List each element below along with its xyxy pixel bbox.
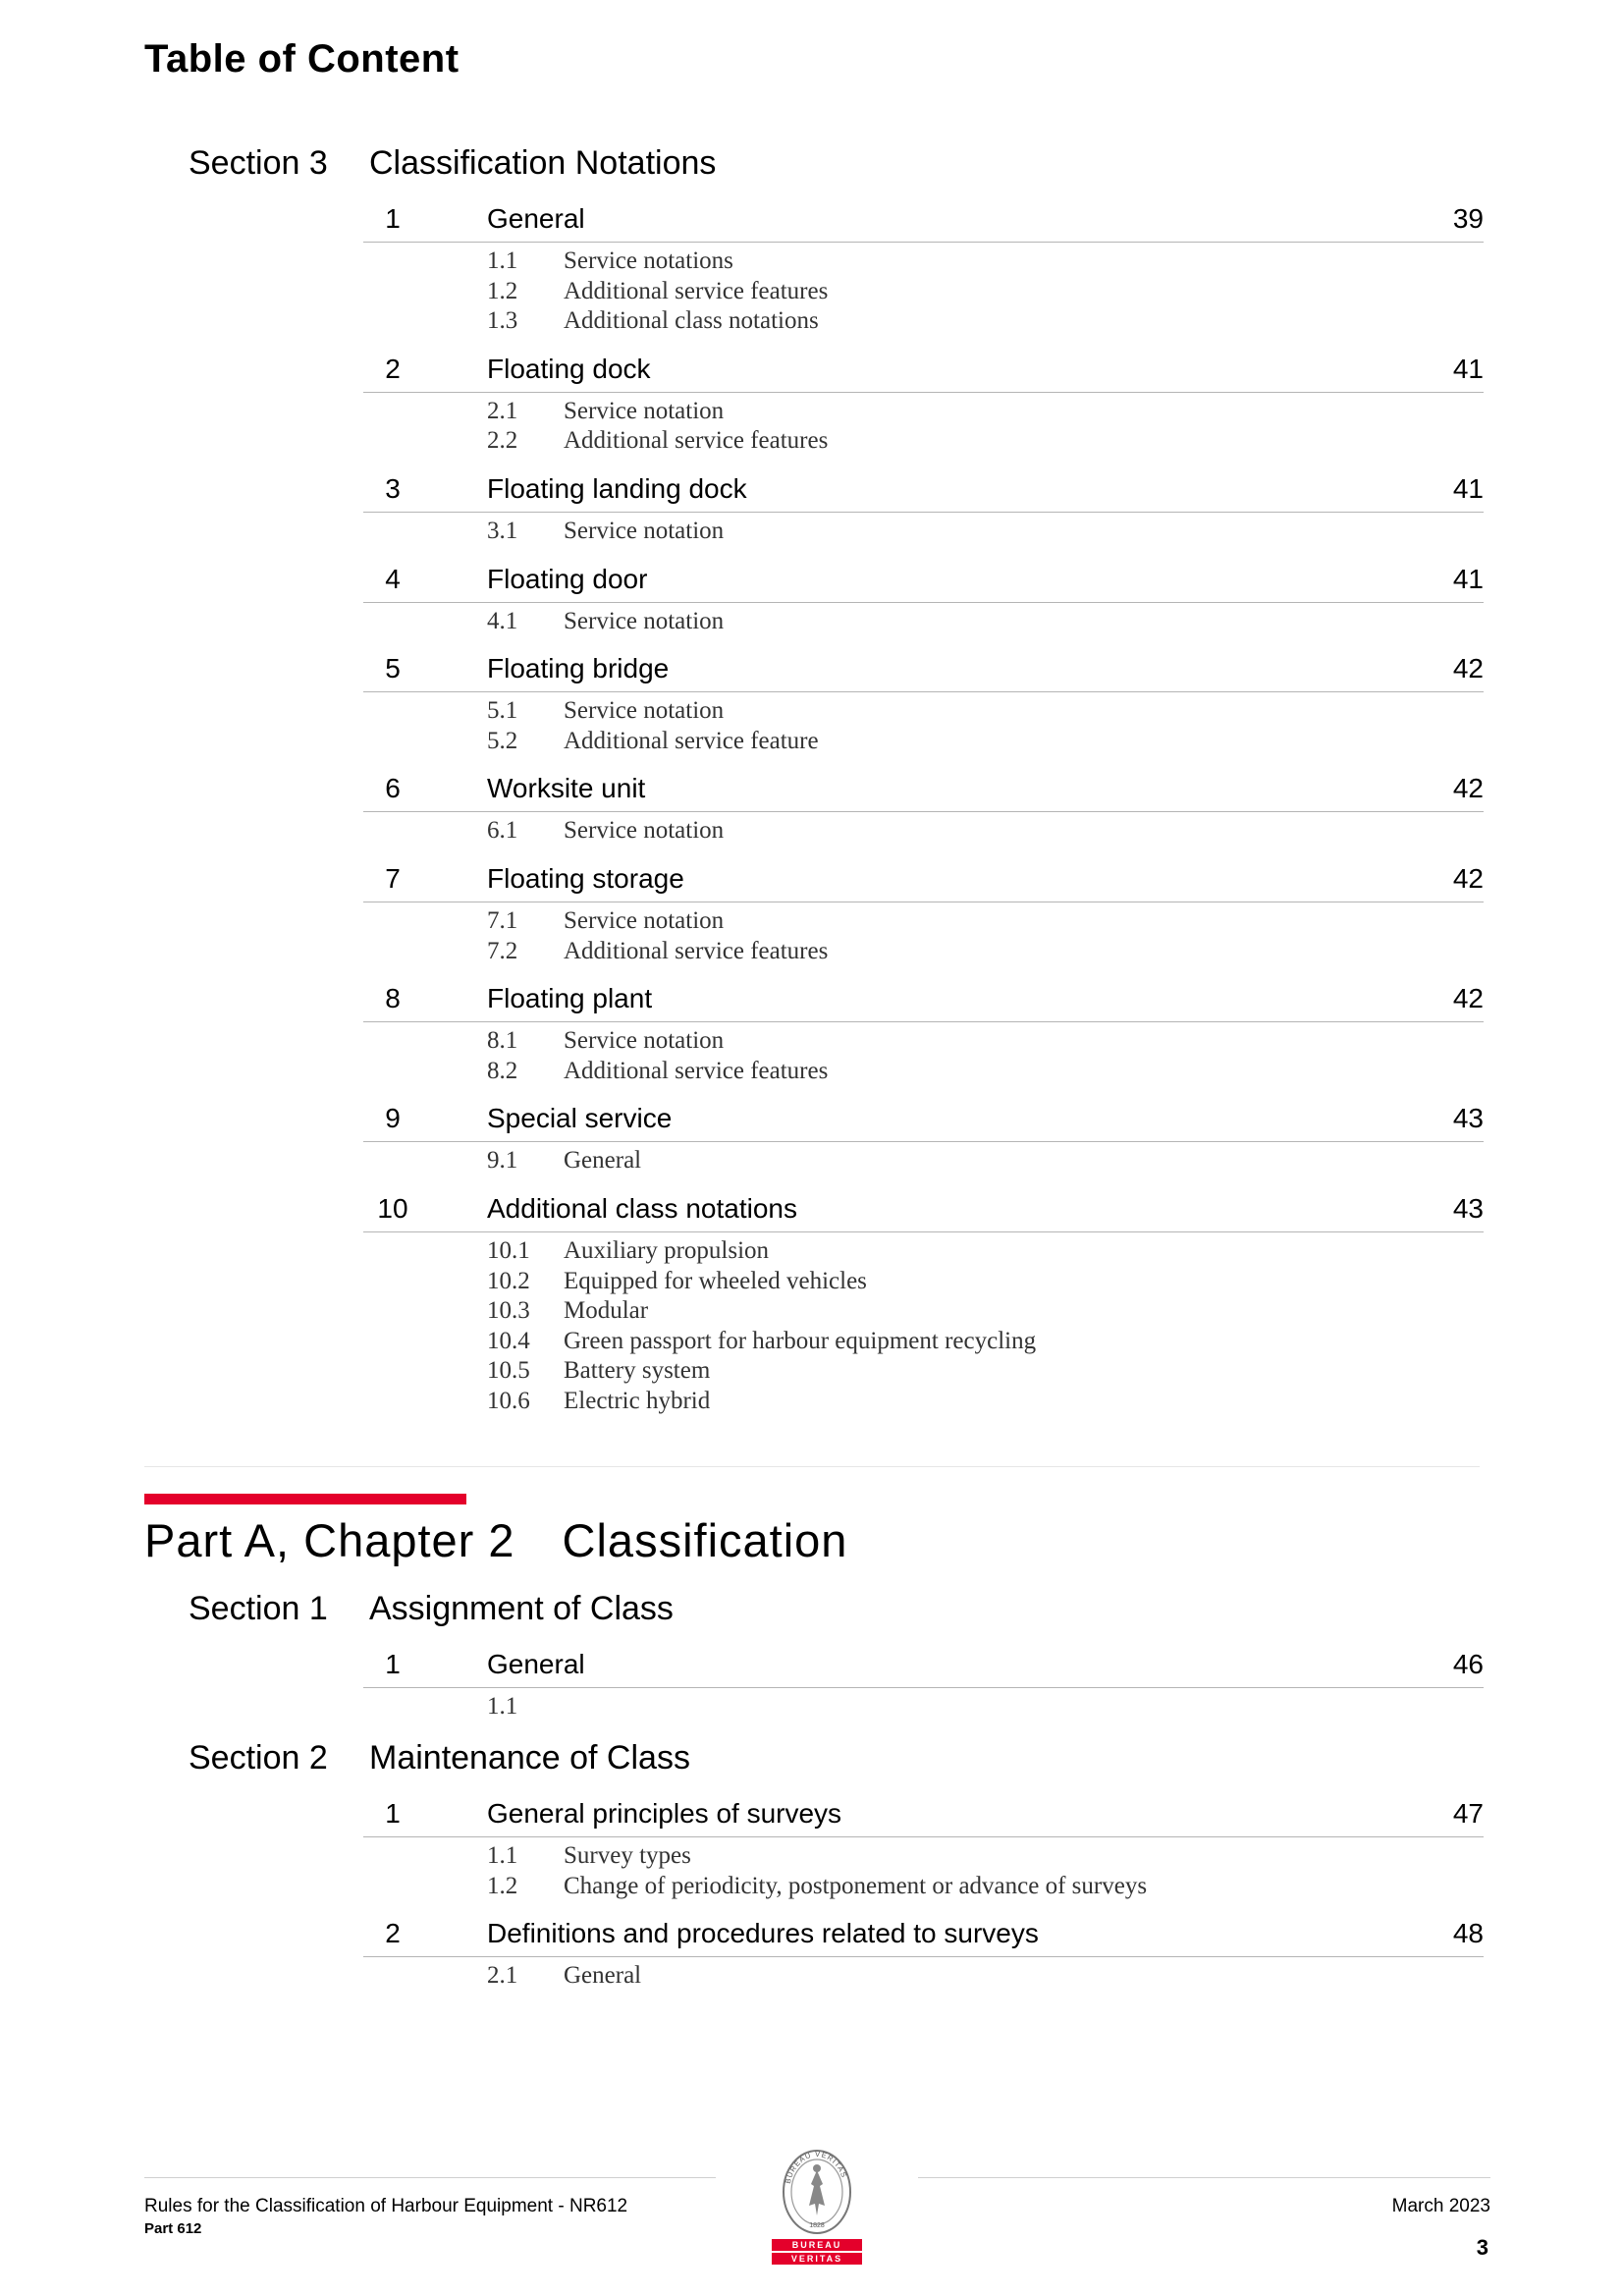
logo-word-bureau: BUREAU <box>791 2240 842 2250</box>
sub-item-list <box>0 692 1623 763</box>
sub-item-number: 1.2 <box>487 1872 518 1899</box>
sub-item-title: Service notation <box>564 817 725 845</box>
toc-article-row <box>0 769 1623 812</box>
article-number: 6 <box>385 773 401 804</box>
article-page-number: 39 <box>1452 203 1484 234</box>
article-page-number: 46 <box>1452 1649 1484 1679</box>
sub-item-list <box>0 1022 1623 1093</box>
sub-item-title: Electric hybrid <box>564 1387 711 1414</box>
sub-item-title: Additional service features <box>564 427 829 455</box>
sub-item-title: Service notations <box>564 247 733 274</box>
toc-article-row <box>0 199 1623 243</box>
sub-item-number: 7.2 <box>487 937 518 964</box>
sub-item-number: 1.1 <box>487 1842 518 1869</box>
section-title: Maintenance of Class <box>369 1739 690 1777</box>
page-number: 3 <box>1476 2235 1488 2260</box>
article-page-number: 41 <box>1452 472 1484 504</box>
section-label: Section 3 <box>189 144 328 182</box>
article-page-number: 41 <box>1452 353 1484 384</box>
article-underline <box>363 1231 1484 1232</box>
toc-article-row <box>0 859 1623 902</box>
toc-sub-item <box>0 608 1623 638</box>
article-list <box>0 199 1623 1423</box>
sub-item-number: 10.1 <box>487 1236 530 1264</box>
sub-item-number: 2.1 <box>487 397 518 424</box>
toc-article-row <box>0 1794 1623 1837</box>
sub-item-list <box>0 1232 1623 1424</box>
sub-item-title: Change of periodicity, postponement or advance of surveys <box>564 1872 1148 1899</box>
sub-item-number: 4.1 <box>487 607 518 634</box>
toc-sub-item <box>0 1147 1623 1177</box>
toc-article-row <box>0 649 1623 692</box>
sub-item-title: Additional service features <box>564 1057 829 1084</box>
toc-article-row <box>0 1645 1623 1688</box>
toc-article-row <box>0 1189 1623 1232</box>
sub-item-number: 10.6 <box>487 1387 530 1414</box>
article-title: Additional class notations <box>487 1192 797 1224</box>
logo-arc-text: BUREAU VERITAS <box>783 2149 849 2185</box>
chapter-accent-bar <box>144 1494 466 1504</box>
sub-item-list <box>0 393 1623 464</box>
chapter-label: Part A, Chapter 2 <box>144 1514 515 1566</box>
toc-article-row <box>0 979 1623 1022</box>
article-page-number: 42 <box>1452 862 1484 894</box>
sub-item-list <box>0 1837 1623 1908</box>
sub-item-title: Service notation <box>564 906 725 934</box>
logo-year: 1828 <box>809 2222 825 2229</box>
sub-item-list <box>0 902 1623 973</box>
article-title: Floating door <box>487 563 648 594</box>
toc-sub-item <box>0 247 1623 278</box>
article-number: 1 <box>385 1649 401 1679</box>
sub-item-title: Modular <box>564 1297 649 1325</box>
toc-article-row <box>0 1914 1623 1957</box>
toc-sub-item <box>0 307 1623 338</box>
article-title: General <box>487 1649 585 1679</box>
sub-item-number: 1.1 <box>487 1693 518 1720</box>
sub-item-number: 9.1 <box>487 1147 518 1175</box>
article-underline <box>363 1836 1484 1837</box>
article-number: 3 <box>385 472 401 504</box>
toc-sub-item <box>0 1693 1623 1723</box>
sub-item-number: 5.1 <box>487 697 518 725</box>
article-list <box>0 1794 1623 1998</box>
toc-sub-item <box>0 427 1623 458</box>
article-page-number: 42 <box>1452 653 1484 684</box>
article-number: 7 <box>385 862 401 894</box>
sub-item-list <box>0 1957 1623 1998</box>
bureau-veritas-logo <box>764 2141 870 2267</box>
sub-item-number: 1.3 <box>487 307 518 335</box>
article-number: 2 <box>385 353 401 384</box>
toc-article-row <box>0 350 1623 393</box>
toc-sub-item <box>0 1328 1623 1358</box>
sub-item-title: General <box>564 1147 642 1175</box>
toc-sub-item <box>0 697 1623 728</box>
sub-item-number: 10.3 <box>487 1297 530 1325</box>
sub-item-list <box>0 812 1623 853</box>
sub-item-title: Additional service feature <box>564 727 819 754</box>
footer-date: March 2023 <box>1391 2196 1490 2216</box>
toc-sub-item <box>0 1357 1623 1388</box>
sub-item-title: Additional service features <box>564 277 829 304</box>
article-list <box>0 1645 1623 1729</box>
article-title: Special service <box>487 1103 673 1134</box>
sub-item-title: Service notation <box>564 1027 725 1055</box>
toc-sub-item <box>0 518 1623 548</box>
article-number: 1 <box>385 1798 401 1829</box>
toc-sub-item <box>0 1237 1623 1268</box>
toc-sub-item <box>0 907 1623 938</box>
sub-item-number: 8.1 <box>487 1027 518 1055</box>
toc-sub-item <box>0 278 1623 308</box>
footer-document-title: Rules for the Classification of Harbour Equipment - NR612 <box>144 2196 628 2216</box>
section-header <box>0 1590 1623 1639</box>
sub-item-number: 5.2 <box>487 727 518 754</box>
article-title: General principles of surveys <box>487 1798 842 1829</box>
sub-item-title: Green passport for harbour equipment recycling <box>564 1327 1037 1354</box>
sub-item-title: Service notation <box>564 607 725 634</box>
toc-sub-item <box>0 1268 1623 1298</box>
article-number: 9 <box>385 1103 401 1134</box>
article-number: 2 <box>385 1918 401 1949</box>
sub-item-number: 2.1 <box>487 1962 518 1990</box>
toc-sub-item <box>0 728 1623 758</box>
sub-item-title: Service notation <box>564 397 725 424</box>
article-number: 4 <box>385 563 401 594</box>
sub-item-number: 1.2 <box>487 277 518 304</box>
toc-sub-item <box>0 1297 1623 1328</box>
sub-item-title: Auxiliary propulsion <box>564 1236 770 1264</box>
sub-item-title: Additional service features <box>564 937 829 964</box>
footer-rule-left <box>144 2177 716 2178</box>
article-underline <box>363 602 1484 603</box>
article-page-number: 47 <box>1452 1798 1484 1829</box>
footer-part: Part 612 <box>144 2220 202 2237</box>
toc-sub-item <box>0 1027 1623 1058</box>
toc-section-1 <box>0 1590 1623 1729</box>
article-page-number: 43 <box>1452 1103 1484 1134</box>
article-underline <box>363 811 1484 812</box>
logo-word-veritas: VERITAS <box>790 2254 843 2264</box>
sub-item-list <box>0 243 1623 344</box>
article-title: General <box>487 203 585 234</box>
article-number: 1 <box>385 203 401 234</box>
sub-item-title: General <box>564 1962 642 1990</box>
section-label: Section 1 <box>189 1590 328 1627</box>
sub-item-title: Equipped for wheeled vehicles <box>564 1267 867 1294</box>
article-title: Floating plant <box>487 983 653 1014</box>
sub-item-number: 10.5 <box>487 1357 530 1385</box>
sub-item-number: 6.1 <box>487 817 518 845</box>
sub-item-list <box>0 1142 1623 1183</box>
chapter-heading <box>144 1513 847 1567</box>
toc-article-row <box>0 469 1623 513</box>
section-title: Classification Notations <box>369 144 717 182</box>
article-underline <box>363 691 1484 692</box>
toc-article-row <box>0 1099 1623 1142</box>
article-page-number: 48 <box>1452 1918 1484 1949</box>
article-title: Floating bridge <box>487 653 670 684</box>
sub-item-number: 2.2 <box>487 427 518 455</box>
sub-item-list <box>0 513 1623 554</box>
sub-item-list <box>0 603 1623 644</box>
toc-sub-item <box>0 817 1623 847</box>
sub-item-title: Battery system <box>564 1357 711 1385</box>
toc-sub-item <box>0 1058 1623 1088</box>
section-header <box>0 1739 1623 1788</box>
toc-sub-item <box>0 938 1623 968</box>
article-page-number: 42 <box>1452 773 1484 804</box>
sub-item-number: 1.1 <box>487 247 518 274</box>
sub-item-title: Survey types <box>564 1842 691 1869</box>
toc-article-row <box>0 560 1623 603</box>
article-page-number: 41 <box>1452 563 1484 594</box>
article-underline <box>363 1956 1484 1957</box>
sub-item-number: 10.4 <box>487 1327 530 1354</box>
article-title: Worksite unit <box>487 773 646 804</box>
article-underline <box>363 1141 1484 1142</box>
divider <box>144 1466 1480 1467</box>
toc-sub-item <box>0 1842 1623 1873</box>
article-underline <box>363 392 1484 393</box>
toc-section-3 <box>0 144 1623 1423</box>
article-number: 10 <box>377 1192 408 1224</box>
toc-section-2 <box>0 1739 1623 1998</box>
sub-item-title: Service notation <box>564 697 725 725</box>
article-underline <box>363 512 1484 513</box>
toc-sub-item <box>0 1962 1623 1993</box>
sub-item-number: 8.2 <box>487 1057 518 1084</box>
article-title: Floating dock <box>487 353 651 384</box>
sub-item-number: 10.2 <box>487 1267 530 1294</box>
sub-item-title: Service notation <box>564 517 725 544</box>
toc-sub-item <box>0 398 1623 428</box>
sub-item-number: 3.1 <box>487 517 518 544</box>
article-number: 8 <box>385 983 401 1014</box>
sub-item-number: 7.1 <box>487 906 518 934</box>
sub-item-title: Additional class notations <box>564 307 819 335</box>
chapter-title: Classification <box>562 1514 848 1566</box>
toc-sub-item <box>0 1388 1623 1418</box>
toc-sub-item <box>0 1873 1623 1903</box>
article-title: Floating landing dock <box>487 472 747 504</box>
article-title: Floating storage <box>487 862 684 894</box>
sub-item-list <box>0 1688 1623 1729</box>
section-header <box>0 144 1623 193</box>
section-label: Section 2 <box>189 1739 328 1777</box>
article-underline <box>363 242 1484 243</box>
article-underline <box>363 1687 1484 1688</box>
article-underline <box>363 1021 1484 1022</box>
article-page-number: 43 <box>1452 1192 1484 1224</box>
article-title: Definitions and procedures related to surveys <box>487 1918 1039 1949</box>
article-page-number: 42 <box>1452 983 1484 1014</box>
footer-rule-right <box>918 2177 1490 2178</box>
section-title: Assignment of Class <box>369 1590 674 1627</box>
page-title: Table of Content <box>144 37 460 81</box>
article-number: 5 <box>385 653 401 684</box>
